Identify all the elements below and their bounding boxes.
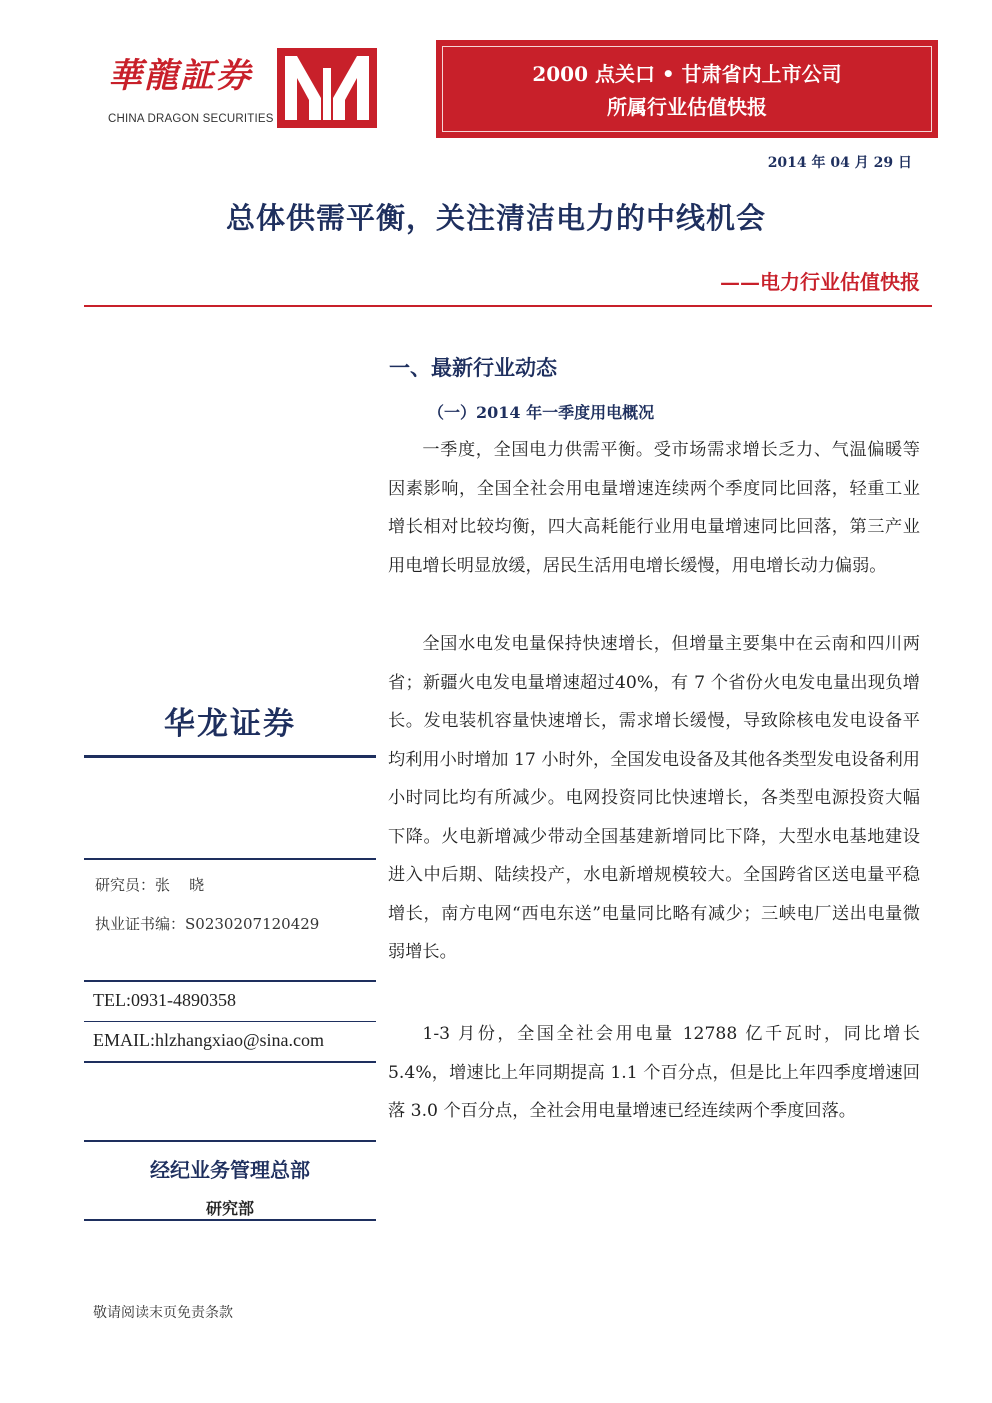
report-header-banner — [436, 40, 938, 138]
sidebar-divider — [84, 1061, 376, 1063]
sidebar-divider — [84, 755, 376, 758]
company-logo-english: CHINA DRAGON SECURITIES — [108, 113, 274, 125]
header-line-2: 所属行业估值快报 — [607, 95, 767, 119]
analyst-license: 执业证书编：S0230207120429 — [95, 915, 320, 933]
section-heading: 一、最新行业动态 — [389, 355, 557, 380]
subsection-heading: （一）2014 年一季度用电概况 — [428, 403, 655, 422]
sidebar-divider — [84, 980, 376, 982]
sidebar-divider — [84, 1219, 376, 1221]
disclaimer-note: 敬请阅读末页免责条款 — [93, 1305, 233, 1321]
page-subtitle: ——电力行业估值快报 — [720, 270, 920, 294]
title-divider — [84, 305, 932, 307]
header-line-1: 2000 点关口 • 甘肃省内上市公司 — [532, 62, 842, 86]
department-name: 经纪业务管理总部 — [150, 1158, 310, 1182]
company-logo-icon — [277, 48, 377, 128]
report-date: 2014 年 04 月 29 日 — [767, 155, 912, 171]
contact-email: EMAIL:hlzhangxiao@sina.com — [93, 1030, 325, 1050]
body-paragraph: 1-3 月份，全国全社会用电量 12788 亿千瓦时，同比增长 5.4%，增速比上年同期提高 1.1 个百分点，但是比上年四季度增速回落 3.0 个百分点，全社会用电量增速已经连续两个季度回落。 — [388, 1024, 920, 1121]
sidebar-divider — [84, 1140, 376, 1142]
body-paragraph: 全国水电发电量保持快速增长，但增量主要集中在云南和四川两省；新疆火电发电量增速超过40%，有 7 个省份火电发电量出现负增长。发电装机容量快速增长，需求增长缓慢，导致除核电发电设备平均利用小时增加 17 小时外，全国发电设备及其他各类型发电设备利用小时同比均有所减少。电网投资同比快速增长，各类型电源投资大幅下降。火电新增减少带动全国基建新增同比下降，大型水电基地建设进入中后期、陆续投产，水电新增规模较大。全国跨省区送电量平稳增长，南方电网“西电东送”电量同比略有减少；三峡电厂送出电量微弱增长。 — [388, 634, 920, 962]
sidebar-brand-name: 华龙证券 — [164, 706, 296, 742]
sidebar-divider — [84, 1021, 376, 1022]
contact-phone: TEL:0931-4890358 — [93, 990, 236, 1010]
sidebar-divider — [84, 858, 376, 860]
company-logo-text: 華龍証券 — [108, 56, 252, 96]
body-paragraph: 一季度，全国电力供需平衡。受市场需求增长乏力、气温偏暖等因素影响，全国全社会用电量增速连续两个季度同比回落，轻重工业增长相对比较均衡，四大高耗能行业用电量增速同比回落，第三产业用电增长明显放缓，居民生活用电增长缓慢，用电增长动力偏弱。 — [388, 440, 920, 576]
page-title: 总体供需平衡，关注清洁电力的中线机会 — [225, 201, 766, 235]
sub-department-name: 研究部 — [205, 1199, 254, 1218]
analyst-name: 研究员：张 晓 — [95, 876, 205, 894]
